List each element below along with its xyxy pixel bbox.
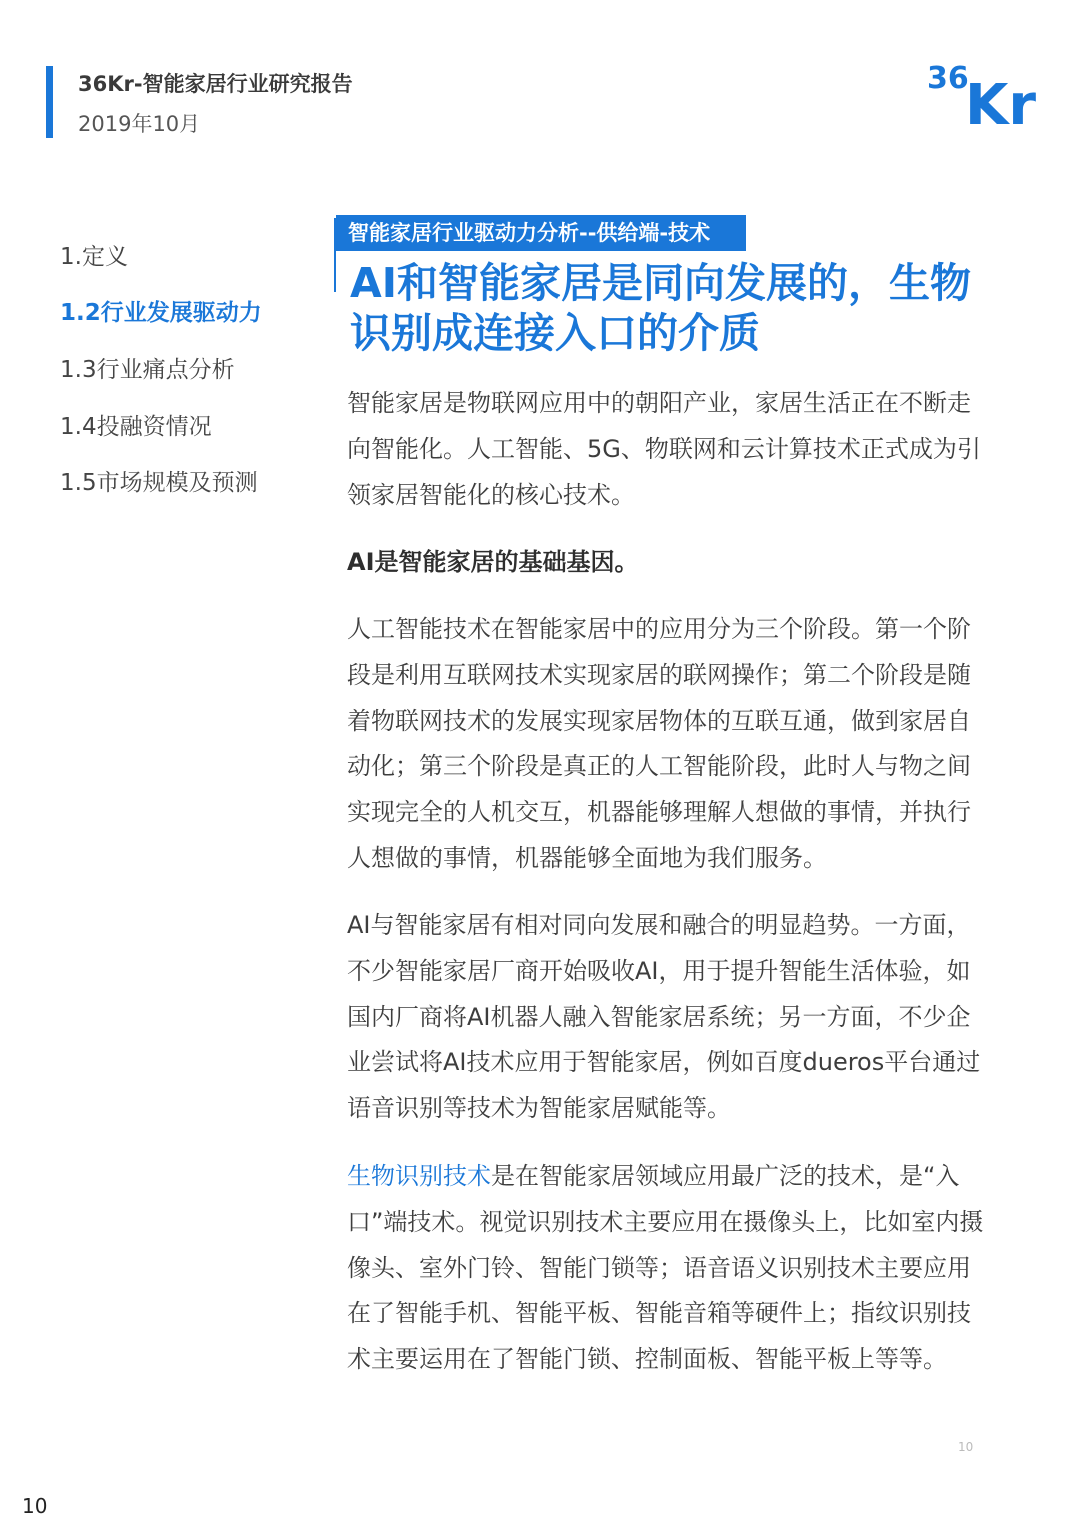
biometrics-paragraph	[347, 1154, 989, 1383]
page-number: 10	[22, 1494, 48, 1518]
logo-digits: 36	[927, 61, 969, 96]
nav-item-definition[interactable]: 1.定义	[60, 244, 128, 270]
ai-trend-paragraph: AI与智能家居有相对同向发展和融合的明显趋势。一方面，不少智能家居厂商开始吸收AI，用于提升智能生活体验，如国内厂商将AI机器人融入智能家居系统；另一方面，不少企业尝试将AI技术应用于智能家居，例如百度dueros平台通过语音识别等技术为智能家居赋能等。	[347, 911, 981, 1123]
nav-item-driving-forces[interactable]: 1.2行业发展驱动力	[60, 300, 262, 326]
nav-item-market-size[interactable]: 1.5市场规模及预测	[60, 470, 258, 496]
intro-paragraph: 智能家居是物联网应用中的朝阳产业，家居生活正在不断走向智能化。人工智能、5G、物联网和云计算技术正式成为引领家居智能化的核心技术。	[347, 389, 981, 509]
ai-subheading: AI是智能家居的基础基因。	[347, 548, 639, 576]
section-tag: 智能家居行业驱动力分析--供给端-技术	[336, 215, 746, 251]
report-title: 36Kr-智能家居行业研究报告	[78, 72, 353, 96]
logo-letters: Kr	[965, 73, 1037, 128]
report-date: 2019年10月	[78, 112, 201, 136]
nav-item-pain-points[interactable]: 1.3行业痛点分析	[60, 357, 235, 383]
page-heading: AI和智能家居是同向发展的，生物识别成连接入口的介质	[350, 259, 971, 357]
page-number-inner: 10	[958, 1440, 974, 1454]
biometrics-highlight: 生物识别技术	[347, 1162, 491, 1190]
biometrics-text: 是在智能家居领域应用最广泛的技术，是“入口”端技术。视觉识别技术主要应用在摄像头上，比如室内摄像头、室外门铃、智能门锁等；语音语义识别技术主要应用在了智能手机、智能平板、智能音箱等硬件上；指纹识别技术主要运用在了智能门锁、控制面板、智能平板上等等。	[347, 1162, 984, 1374]
36kr-logo-icon	[925, 58, 1040, 128]
header-accent-bar	[46, 66, 53, 138]
ai-stages-paragraph: 人工智能技术在智能家居中的应用分为三个阶段。第一个阶段是利用互联网技术实现家居的联网操作；第二个阶段是随着物联网技术的发展实现家居物体的互联互通，做到家居自动化；第三个阶段是真正的人工智能阶段，此时人与物之间实现完全的人机交互，机器能够理解人想做的事情，并执行人想做的事情，机器能够全面地为我们服务。	[347, 615, 971, 872]
nav-item-financing[interactable]: 1.4投融资情况	[60, 414, 212, 440]
